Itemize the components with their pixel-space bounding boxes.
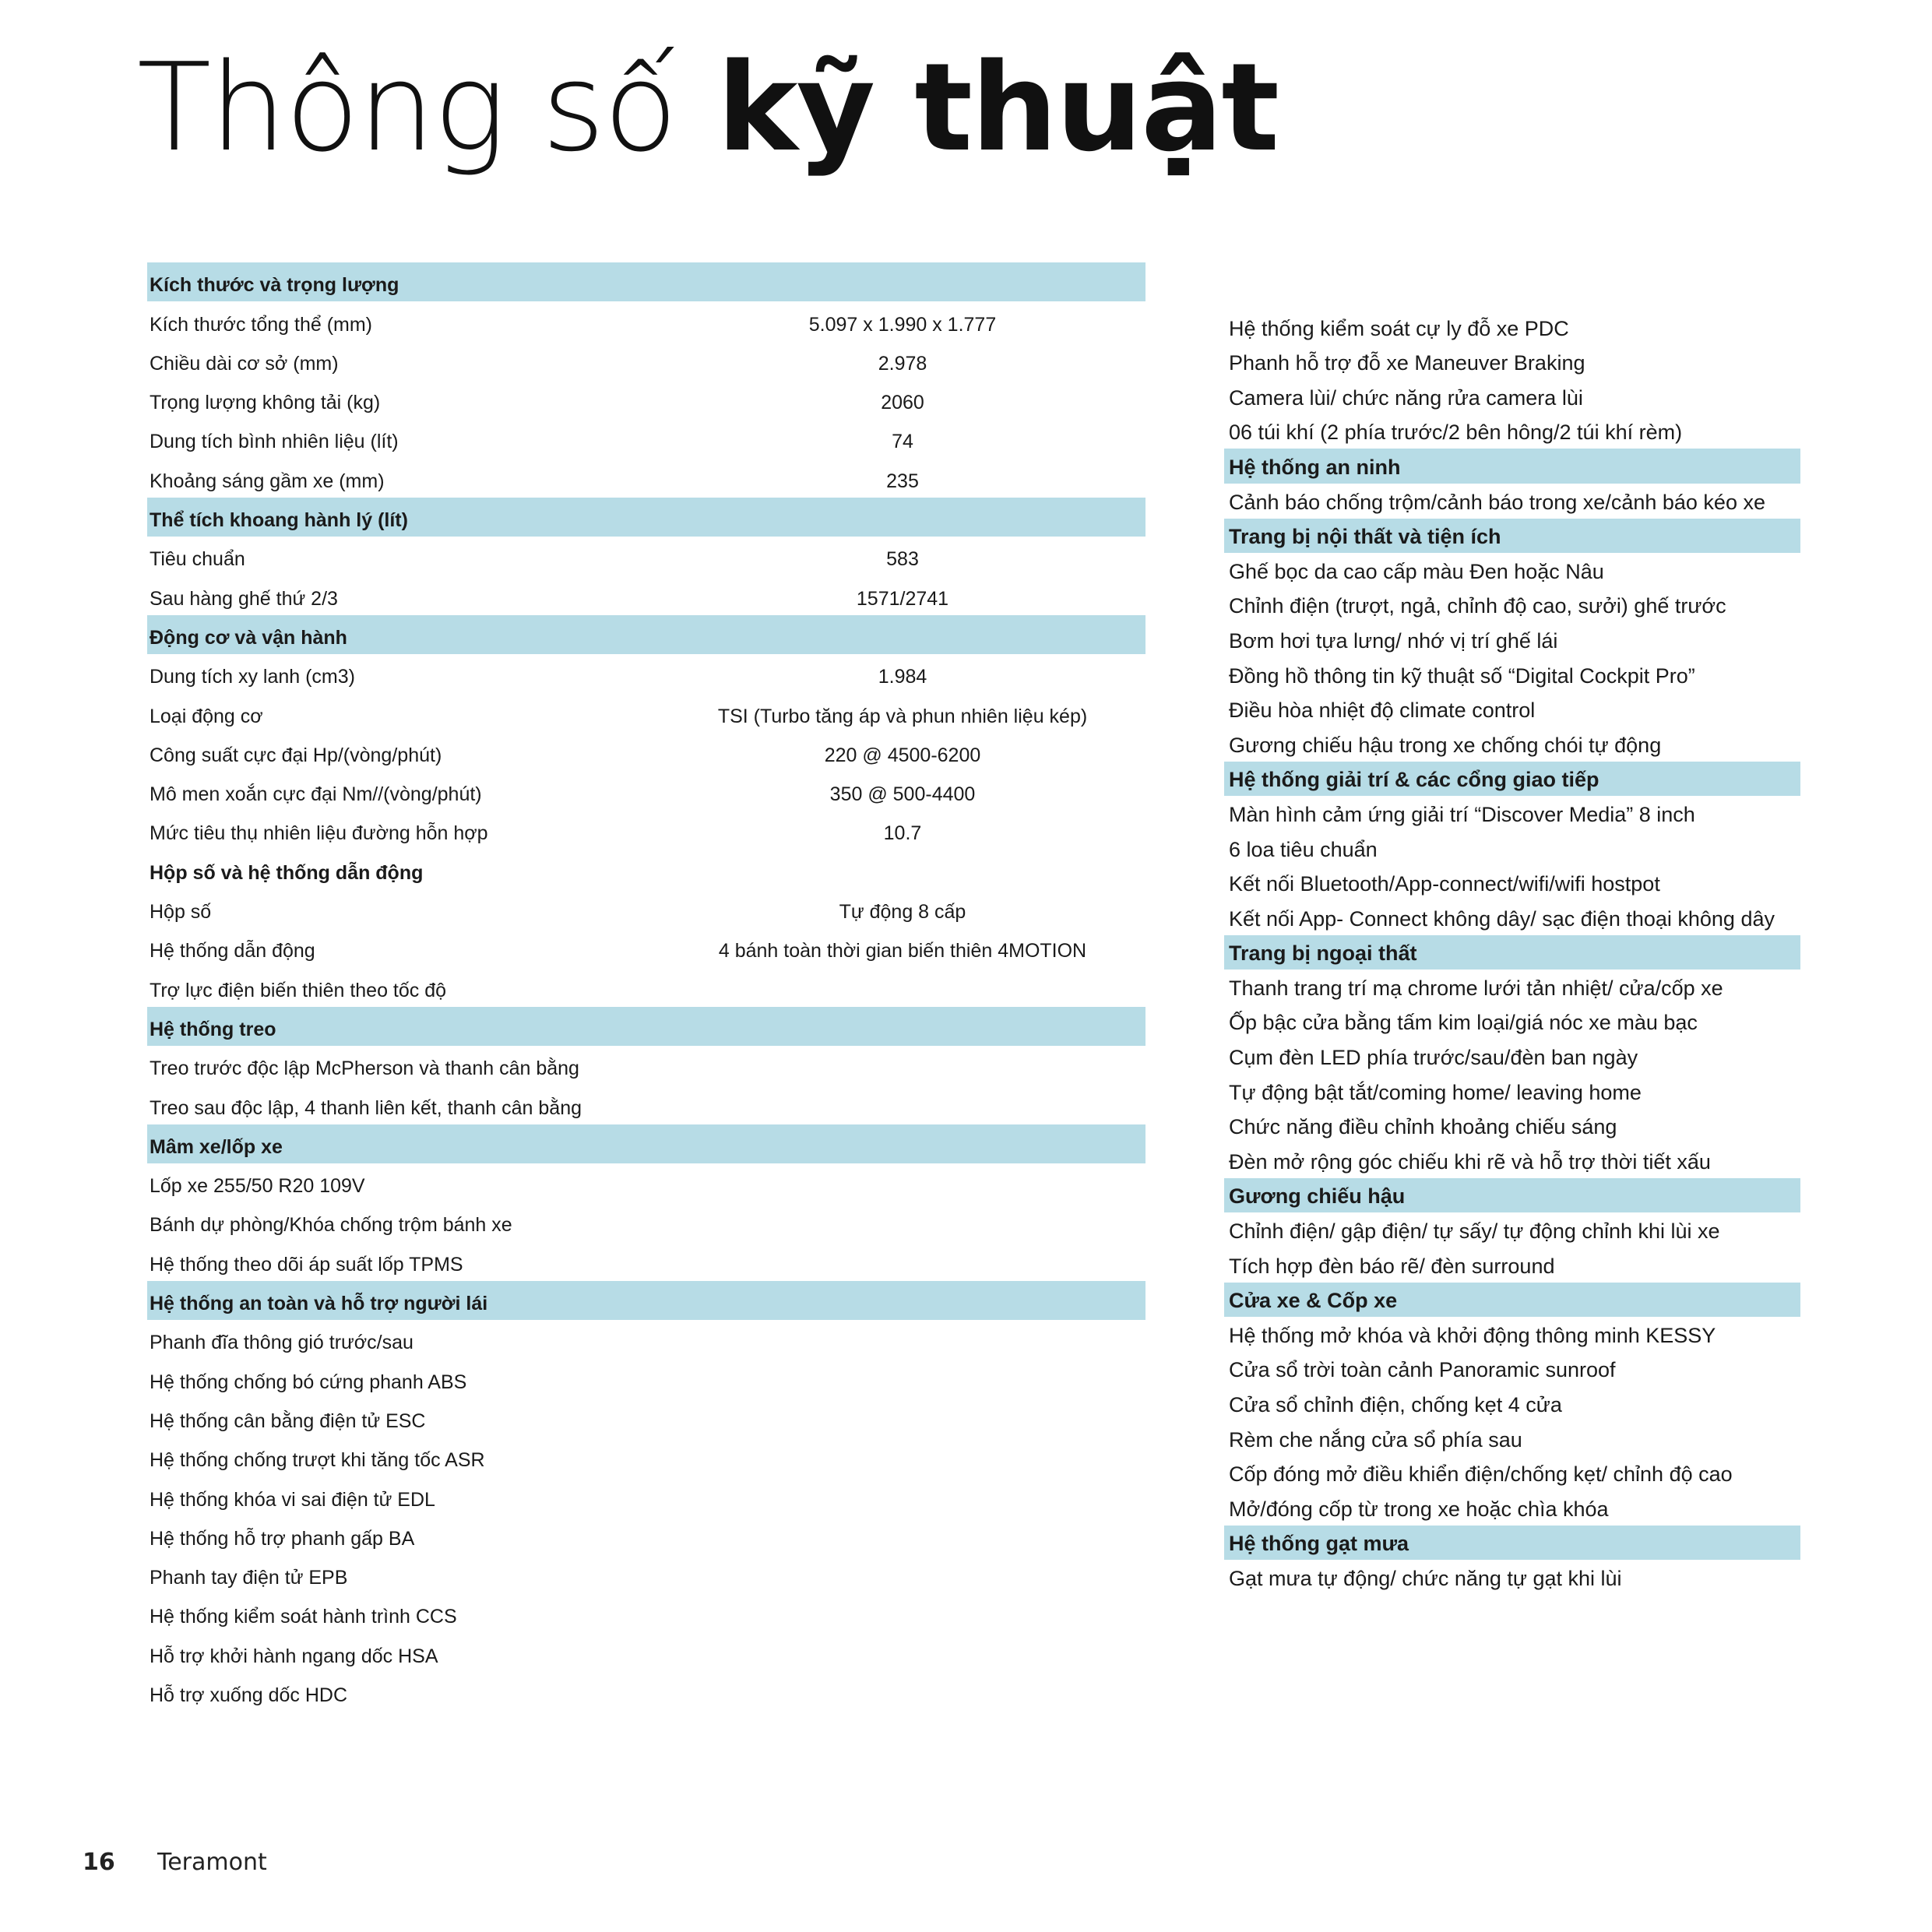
spec-row [1224,1212,1800,1248]
spec-row [1224,1352,1800,1387]
spec-value: 235 [886,470,919,492]
section-header [147,850,1145,889]
spec-label: Hệ thống mở khóa và khởi động thông minh KESSY [1229,1323,1716,1347]
section-header [147,1124,1145,1163]
spec-row [147,654,1145,693]
page-title-bold: kỹ thuật [716,37,1278,178]
spec-label: Hỗ trợ xuống dốc HDC [150,1684,347,1706]
spec-row [1224,1490,1800,1526]
spec-value: 10.7 [883,822,922,845]
spec-row [1224,1005,1800,1040]
spec-row [1224,414,1800,449]
spec-label: Treo trước độc lập McPherson và thanh cân bằng [150,1057,579,1080]
brand-name: Teramont [157,1849,267,1876]
spec-label: Điều hòa nhiệt độ climate control [1229,699,1536,723]
spec-row [147,1673,1145,1712]
spec-label: Khoảng sáng gầm xe (mm) [150,470,385,492]
spec-label: Loại động cơ [150,705,263,727]
spec-row [147,928,1145,967]
spec-row [1224,310,1800,345]
spec-label: Cảnh báo chống trộm/cảnh báo trong xe/cảnh báo kéo xe [1229,490,1765,514]
spec-value: 74 [892,431,913,453]
spec-row [147,1633,1145,1672]
spec-value: 1.984 [878,666,927,688]
spec-label: Sau hàng ghế thứ 2/3 [150,587,338,610]
spec-label: Cửa sổ chỉnh điện, chống kẹt 4 cửa [1229,1393,1562,1416]
spec-value: 4 bánh toàn thời gian biến thiên 4MOTION [718,940,1087,962]
page-title-light: Thông số [137,37,677,178]
spec-label: Đồng hồ thông tin kỹ thuật số “Digital Cockpit Pro” [1229,663,1695,688]
spec-label: Gạt mưa tự động/ chức năng tự gạt khi lùi [1229,1566,1622,1590]
spec-row [147,1399,1145,1438]
spec-label: Hệ thống chống bó cứng phanh ABS [150,1371,467,1393]
section-header [1224,935,1800,970]
spec-row [1224,900,1800,935]
spec-label: Hệ thống chống trượt khi tăng tốc ASR [150,1449,485,1472]
spec-label: Ghế bọc da cao cấp màu Đen hoặc Nâu [1229,559,1604,583]
section-title: Động cơ và vận hành [150,626,347,649]
page-footer [83,1849,267,1876]
spec-row [1224,1074,1800,1109]
spec-row [1224,1317,1800,1352]
section-header [1224,1178,1800,1213]
section-title: Hệ thống an toàn và hỗ trợ người lái [150,1293,488,1315]
spec-row [1224,1143,1800,1178]
spec-label: Rèm che nắng cửa sổ phía sau [1229,1427,1522,1452]
spec-row [147,537,1145,575]
spec-row [147,1476,1145,1515]
section-title: Trang bị ngoại thất [1229,941,1417,966]
spec-value: 2060 [881,392,924,414]
spec-row [1224,796,1800,831]
spec-row [147,967,1145,1006]
spec-row [147,811,1145,850]
spec-label: Gương chiếu hậu trong xe chống chói tự động [1229,733,1662,757]
section-header [1224,1526,1800,1561]
spec-label: Mô men xoắn cực đại Nm//(vòng/phút) [150,783,482,806]
spec-label: Mở/đóng cốp từ trong xe hoặc chìa khóa [1229,1497,1609,1521]
spec-value: Tự động 8 cấp [839,901,966,924]
spec-row [1224,1109,1800,1144]
spec-label: Tích hợp đèn báo rẽ/ đèn surround [1229,1254,1555,1278]
spec-row [147,575,1145,614]
section-title: Hệ thống giải trí & các cổng giao tiếp [1229,768,1599,792]
spec-value: 5.097 x 1.990 x 1.777 [808,313,997,336]
spec-value: 1571/2741 [856,587,949,610]
spec-row [147,1555,1145,1594]
spec-label: Lốp xe 255/50 R20 109V [150,1175,365,1198]
spec-label: 06 túi khí (2 phía trước/2 bên hông/2 túi khí rèm) [1229,421,1683,445]
section-title: Kích thước và trọng lượng [150,274,399,297]
spec-label: Công suất cực đại Hp/(vòng/phút) [150,744,442,766]
spec-row [147,1241,1145,1280]
spec-label: Hệ thống cân bằng điện tử ESC [150,1409,426,1432]
spec-label: Hệ thống dẫn động [150,940,315,962]
spec-row [1224,692,1800,727]
spec-row [147,419,1145,458]
section-title: Thể tích khoang hành lý (lít) [150,509,408,532]
spec-label: Đèn mở rộng góc chiếu khi rẽ và hỗ trợ thời tiết xấu [1229,1149,1711,1174]
spec-row [147,380,1145,419]
spec-row [1224,1386,1800,1421]
spec-label: Thanh trang trí mạ chrome lưới tản nhiệt/ cửa/cốp xe [1229,976,1723,1000]
spec-row [147,1320,1145,1359]
spec-row [147,1202,1145,1241]
section-header [147,1007,1145,1046]
spec-row [147,693,1145,732]
spec-row [1224,1456,1800,1491]
spec-row [147,772,1145,811]
spec-label: Kết nối App- Connect không dây/ sạc điện thoại không dây [1229,906,1775,931]
spec-label: Chỉnh điện (trượt, ngả, chỉnh độ cao, sưởi) ghế trước [1229,594,1726,618]
spec-label: Hệ thống kiểm soát cự ly đỗ xe PDC [1229,316,1569,340]
spec-row [147,889,1145,928]
spec-table-left [147,262,1145,1712]
spec-label: Phanh đĩa thông gió trước/sau [150,1332,413,1354]
section-header [1224,762,1800,797]
spec-row [1224,1248,1800,1283]
spec-label: Màn hình cảm ứng giải trí “Discover Media” 8 inch [1229,802,1695,826]
spec-label: 6 loa tiêu chuẩn [1229,837,1378,861]
spec-label: Camera lùi/ chức năng rửa camera lùi [1229,385,1583,410]
section-title: Hộp số và hệ thống dẫn động [150,861,424,884]
spec-row [1224,1560,1800,1595]
spec-row [1224,831,1800,866]
spec-label: Treo sau độc lập, 4 thanh liên kết, thanh cân bằng [150,1096,582,1119]
spec-row [1224,345,1800,380]
spec-label: Chức năng điều chỉnh khoảng chiếu sáng [1229,1115,1617,1139]
section-title: Hệ thống an ninh [1229,455,1401,479]
spec-value: 2.978 [878,352,927,375]
spec-label: Chỉnh điện/ gập điện/ tự sấy/ tự động chỉnh khi lùi xe [1229,1219,1720,1244]
spec-label: Hộp số [150,901,212,924]
spec-label: Cụm đèn LED phía trước/sau/đèn ban ngày [1229,1046,1638,1070]
section-title: Cửa xe & Cốp xe [1229,1289,1398,1313]
page-number: 16 [83,1849,115,1876]
spec-value: TSI (Turbo tăng áp và phun nhiên liệu kép) [717,705,1088,727]
spec-label: Phanh hỗ trợ đỗ xe Maneuver Braking [1229,351,1585,375]
spec-row [1224,588,1800,623]
spec-row [1224,1421,1800,1456]
section-header [1224,449,1800,484]
section-title: Hệ thống treo [150,1018,276,1040]
section-header [147,1281,1145,1320]
spec-label: Hệ thống theo dõi áp suất lốp TPMS [150,1253,463,1276]
spec-row [1224,657,1800,692]
spec-row [1224,727,1800,762]
spec-label: Cốp đóng mở điều khiển điện/chống kẹt/ chỉnh độ cao [1229,1462,1733,1487]
spec-label: Bơm hơi tựa lưng/ nhớ vị trí ghế lái [1229,628,1558,653]
spec-row [147,1594,1145,1633]
spec-row [147,341,1145,380]
spec-label: Cửa sổ trời toàn cảnh Panoramic sunroof [1229,1358,1616,1382]
spec-label: Tự động bật tắt/coming home/ leaving home [1229,1080,1642,1104]
spec-label: Dung tích bình nhiên liệu (lít) [150,431,399,453]
spec-label: Trọng lượng không tải (kg) [150,392,381,414]
section-header [1224,1283,1800,1318]
spec-label: Hệ thống kiểm soát hành trình CCS [150,1606,457,1628]
section-title: Mâm xe/lốp xe [150,1135,283,1158]
spec-row [1224,484,1800,519]
section-header [147,262,1145,301]
spec-row [147,1046,1145,1085]
spec-row [1224,1039,1800,1074]
spec-list-right [1224,310,1800,1595]
spec-label: Kết nối Bluetooth/App-connect/wifi/wifi hostpot [1229,872,1660,896]
section-header [147,615,1145,654]
spec-row [147,1163,1145,1202]
section-header [1224,519,1800,554]
spec-row [147,733,1145,772]
spec-value: 583 [886,548,919,571]
spec-label: Kích thước tổng thể (mm) [150,313,372,336]
spec-row [147,458,1145,497]
spec-row [147,1085,1145,1124]
spec-value: 350 @ 500-4400 [829,783,976,806]
spec-row [147,1359,1145,1398]
spec-label: Hệ thống hỗ trợ phanh gấp BA [150,1527,415,1550]
page-title [137,37,1278,178]
spec-row [147,1516,1145,1555]
spec-label: Mức tiêu thụ nhiên liệu đường hỗn hợp [150,822,488,845]
section-header [147,498,1145,537]
section-title: Hệ thống gạt mưa [1229,1532,1409,1556]
spec-row [1224,553,1800,588]
spec-row [1224,970,1800,1005]
spec-label: Trợ lực điện biến thiên theo tốc độ [150,979,447,1001]
spec-label: Bánh dự phòng/Khóa chống trộm bánh xe [150,1214,512,1237]
spec-row [147,301,1145,340]
spec-label: Chiều dài cơ sở (mm) [150,352,339,375]
spec-value: 220 @ 4500-6200 [824,744,981,766]
spec-label: Tiêu chuẩn [150,548,245,571]
spec-label: Hệ thống khóa vi sai điện tử EDL [150,1488,435,1511]
spec-row [147,1438,1145,1476]
spec-row [1224,866,1800,901]
spec-label: Dung tích xy lanh (cm3) [150,666,355,688]
section-title: Gương chiếu hậu [1229,1184,1406,1209]
spec-label: Phanh tay điện tử EPB [150,1567,348,1589]
spec-label: Hỗ trợ khởi hành ngang dốc HSA [150,1645,438,1667]
spec-row [1224,622,1800,657]
section-title: Trang bị nội thất và tiện ích [1229,525,1501,549]
spec-row [1224,379,1800,414]
spec-label: Ốp bậc cửa bằng tấm kim loại/giá nóc xe màu bạc [1229,1011,1698,1035]
